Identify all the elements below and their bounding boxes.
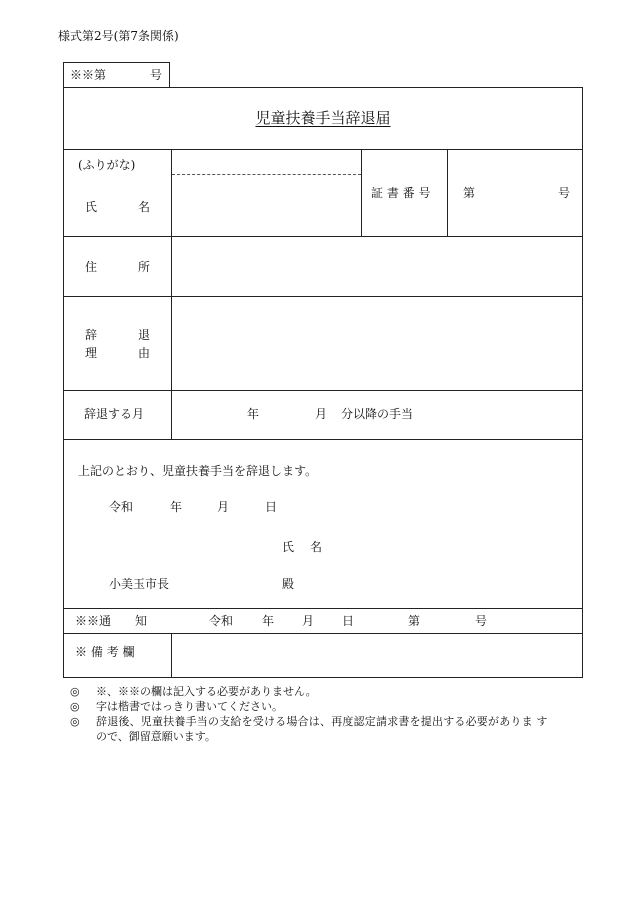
- notice-day: 日: [342, 614, 355, 628]
- cert-number-suffix: 号: [558, 186, 571, 200]
- note-mark: ◎: [70, 685, 80, 698]
- note-mark: ◎: [70, 700, 80, 713]
- cert-number-prefix: 第: [463, 186, 476, 200]
- addressee: 小美玉市長: [109, 577, 170, 591]
- reason-field[interactable]: [172, 297, 582, 390]
- declaration-year: 年: [170, 500, 183, 514]
- declaration-month: 月: [217, 500, 230, 514]
- note-mark: ◎: [70, 715, 80, 728]
- month-row-suffix: 分以降の手当: [341, 407, 414, 421]
- name-label-2: 名: [138, 200, 151, 214]
- divider-reason: [63, 390, 583, 391]
- note-text-continuation: ので、御留意願います。: [96, 730, 216, 743]
- cert-number-label: 証 書 番 号: [371, 186, 431, 200]
- form-title: 児童扶養手当辞退届: [255, 109, 391, 127]
- month-row-label: 辞退する月: [84, 407, 145, 421]
- remarks-label: ※ 備 考 欄: [75, 645, 135, 659]
- note-text: 辞退後、児童扶養手当の支給を受ける場合は、再度認定請求書を提出する必要がありま す: [96, 715, 548, 728]
- declaration-name-2: 名: [310, 540, 323, 554]
- reason-label-2b: 由: [138, 346, 151, 360]
- notice-label: ※※通 知: [75, 614, 148, 628]
- note-text: 字は楷書ではっきり書いてください。: [96, 700, 283, 713]
- honorific: 殿: [282, 577, 295, 591]
- note-text: ※、※※の欄は記入する必要がありません。: [96, 685, 317, 698]
- address-label-2: 所: [138, 260, 151, 274]
- address-label-1: 住: [85, 260, 98, 274]
- cert-value-divider: [447, 149, 448, 236]
- form-number: 様式第2号(第7条関係): [58, 29, 179, 43]
- declaration-text: 上記のとおり、児童扶養手当を辞退します。: [78, 464, 318, 478]
- month-row-month: 月: [315, 407, 328, 421]
- office-number-suffix: 号: [150, 68, 163, 82]
- notice-number-suffix: 号: [475, 614, 488, 628]
- divider-declaration: [63, 608, 583, 609]
- office-number-prefix: ※※第: [70, 68, 107, 82]
- month-row-year: 年: [247, 407, 260, 421]
- notice-era: 令和: [209, 614, 234, 628]
- reason-label-1a: 辞: [85, 328, 98, 342]
- name-field[interactable]: [172, 175, 361, 236]
- declaration-name-1: 氏: [282, 540, 295, 554]
- address-field[interactable]: [172, 237, 582, 296]
- notice-number-prefix: 第: [408, 614, 421, 628]
- notice-month: 月: [302, 614, 315, 628]
- name-label-1: 氏: [85, 200, 98, 214]
- declaration-era: 令和: [109, 500, 134, 514]
- cert-label-divider: [361, 149, 362, 236]
- declaration-day: 日: [265, 500, 278, 514]
- reason-label-2a: 理: [85, 346, 98, 360]
- divider-month: [63, 439, 583, 440]
- reason-label-1b: 退: [138, 328, 151, 342]
- notice-year: 年: [262, 614, 275, 628]
- remarks-field[interactable]: [172, 634, 582, 677]
- furigana-label: (ふりがな): [78, 158, 136, 172]
- furigana-field[interactable]: [172, 150, 361, 174]
